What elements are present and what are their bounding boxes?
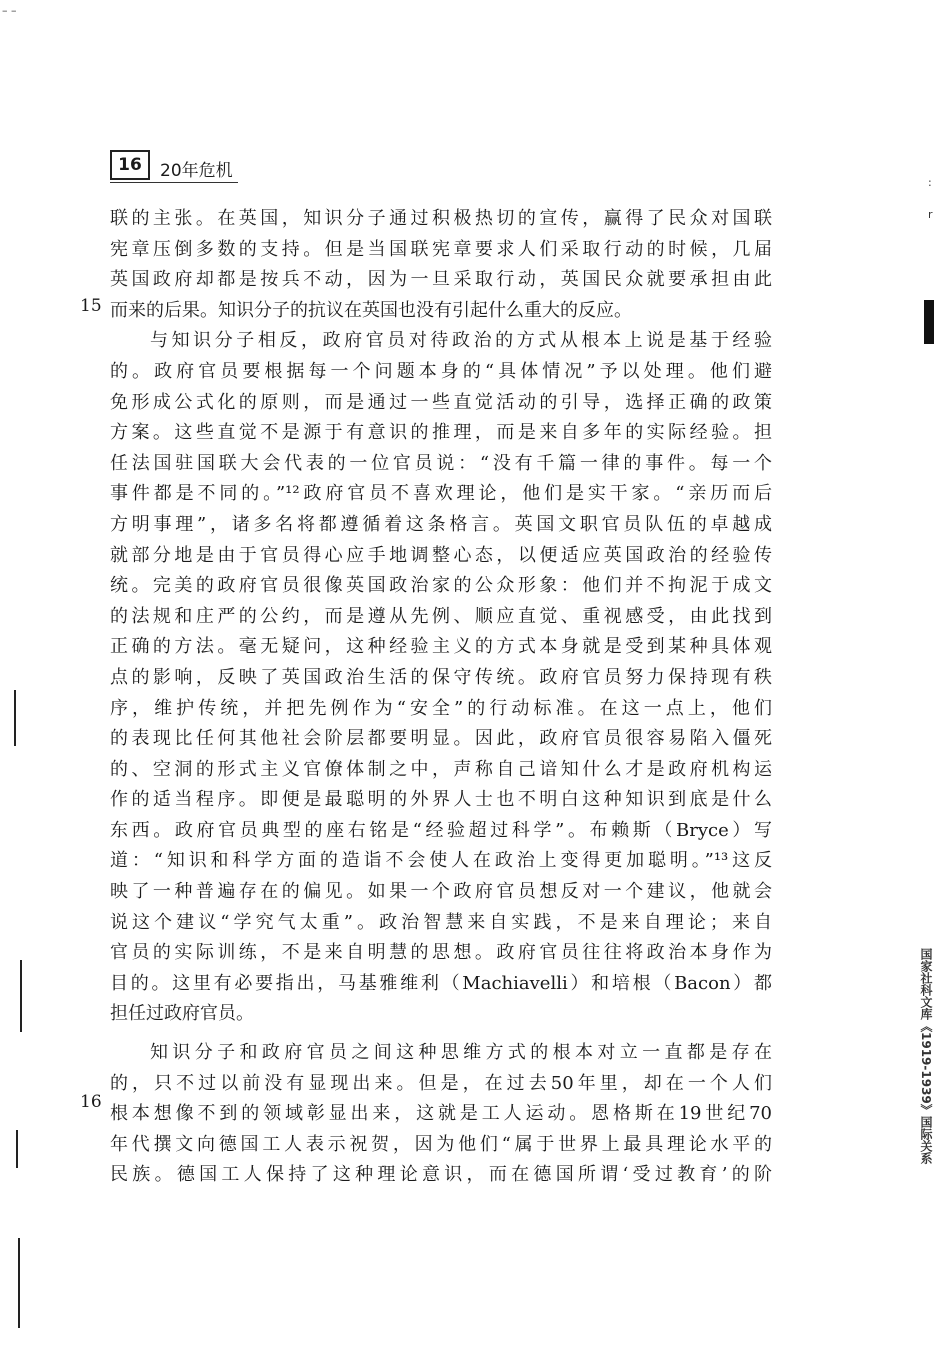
text-line: 根本想像不到的领域彰显出来，这就是工人运动。恩格斯在19世纪70 — [110, 1103, 772, 1125]
scan-margin-line — [16, 1130, 18, 1168]
text-line: 宪章压倒多数的支持。但是当国联宪章要求人们采取行动的时候，几届 — [110, 238, 772, 260]
text-line: 作的适当程序。即便是最聪明的外界人士也不明白这种知识到底是什么 — [110, 789, 772, 811]
header-rule — [110, 182, 238, 183]
text-line: 的。政府官员要根据每一个问题本身的“具体情况”予以处理。他们避 — [110, 360, 772, 382]
text-line: 的法规和庄严的公约，而是遵从先例、顺应直觉、重视感受，由此找到 — [110, 605, 772, 627]
scan-margin-line — [14, 690, 16, 746]
text-line: 正确的方法。毫无疑问，这种经验主义的方式本身就是受到某种具体观 — [110, 636, 772, 658]
text-line: 方案。这些直觉不是源于有意识的推理，而是来自多年的实际经验。担 — [110, 422, 772, 444]
text-line: 而来的后果。知识分子的抗议在英国也没有引起什么重大的反应。 — [110, 299, 632, 321]
text-line: 民族。德国工人保持了这种理论意识，而在德国所谓‘受过教育’的阶 — [110, 1164, 772, 1186]
text-line: 的、空洞的形式主义官僚体制之中，声称自己谙知什么才是政府机构运 — [110, 758, 772, 780]
running-title: 20年危机 — [160, 161, 233, 181]
text-line: 英国政府却都是按兵不动，因为一旦采取行动，英国民众就要承担由此 — [110, 269, 772, 291]
side-vertical-text: 国家社科文库《1919-1939》国际关系 — [919, 948, 933, 1164]
text-line: 的，只不过以前没有显现出来。但是，在过去50年里，却在一个人们 — [110, 1072, 772, 1094]
text-line: 东西。政府官员典型的座右铭是“经验超过科学”。布赖斯（Bryce）写 — [110, 819, 772, 841]
text-line: 年代撰文向德国工人表示祝贺，因为他们“属于世界上最具理论水平的 — [110, 1133, 772, 1155]
margin-line-number: 15 — [80, 296, 102, 316]
text-line: 的表现比任何其他社会阶层都要明显。因此，政府官员很容易陷入僵死 — [110, 728, 772, 750]
side-mark: : — [928, 176, 932, 189]
scan-margin-line — [20, 960, 22, 1032]
text-line: 点的影响，反映了英国政治生活的保守传统。政府官员努力保持现有秩 — [110, 666, 772, 688]
text-line: 映了一种普遍存在的偏见。如果一个政府官员想反对一个建议，他就会 — [110, 881, 772, 903]
text-line: 任法国驻国联大会代表的一位官员说：“没有千篇一律的事件。每一个 — [110, 452, 772, 474]
top-corner-mark: – – — [2, 4, 17, 17]
text-line: 说这个建议“学究气太重”。政治智慧来自实践，不是来自理论；来自 — [110, 911, 772, 933]
text-line: 就部分地是由于官员得心应手地调整心态，以便适应英国政治的经验传 — [110, 544, 772, 566]
body-text — [110, 204, 772, 1191]
margin-line-number: 16 — [80, 1092, 102, 1112]
text-line: 免形成公式化的原则，而是通过一些直觉活动的引导，选择正确的政策 — [110, 391, 772, 413]
text-line: 序，维护传统，并把先例作为“安全”的行动标准。在这一点上，他们 — [110, 697, 772, 719]
scan-margin-line — [18, 1238, 20, 1328]
text-line: 联的主张。在英国，知识分子通过积极热切的宣传，赢得了民众对国联 — [110, 208, 772, 229]
text-line: 方明事理”，诸多名将都遵循着这条格言。英国文职官员队伍的卓越成 — [110, 513, 772, 535]
scan-ink-block — [924, 300, 934, 344]
text-line: 与知识分子相反，政府官员对待政治的方式从根本上说是基于经验 — [150, 330, 772, 352]
text-line: 事件都是不同的。”¹²政府官员不喜欢理论，他们是实干家。“亲历而后 — [110, 483, 772, 505]
side-mark: r — [928, 208, 933, 221]
text-line: 目的。这里有必要指出，马基雅维利（Machiavelli）和培根（Bacon）都 — [110, 972, 772, 994]
text-line: 道：“知识和科学方面的造诣不会使人在政治上变得更加聪明。”¹³这反 — [110, 850, 772, 872]
text-line: 知识分子和政府官员之间这种思维方式的根本对立一直都是存在 — [150, 1042, 772, 1064]
text-line: 担任过政府官员。 — [110, 1003, 254, 1025]
text-line: 官员的实际训练，不是来自明慧的思想。政府官员往往将政治本身作为 — [110, 942, 772, 964]
text-line: 统。完美的政府官员很像英国政治家的公众形象：他们并不拘泥于成文 — [110, 575, 772, 597]
page-number: 16 — [110, 150, 150, 180]
